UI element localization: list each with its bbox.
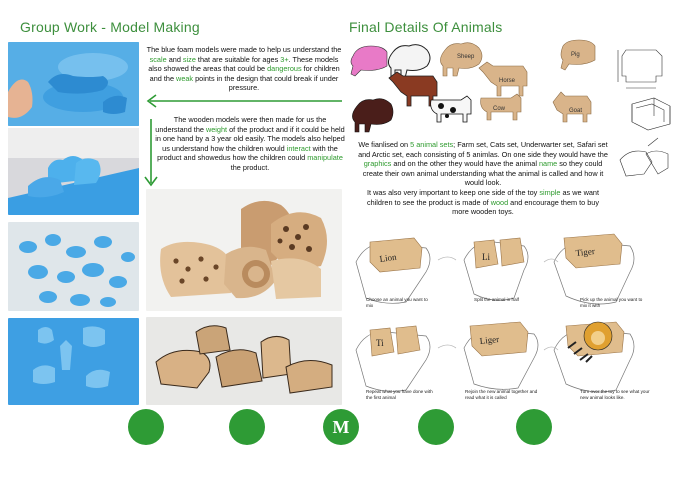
step-5-caption: Rejoin the new animal together and read what it is called <box>465 389 538 400</box>
technical-drawings <box>612 42 676 192</box>
pig-tag-icon <box>561 40 595 70</box>
toy-word-2: Li <box>482 252 490 262</box>
step-6-caption: Turn over the toy to see what your new animal looks like. <box>580 389 650 400</box>
cow-graphic-icon <box>431 96 471 122</box>
step-3-caption: Pick up the animal you want to mix it with <box>580 297 643 308</box>
footer-circle-4 <box>418 409 454 445</box>
wooden-model-photo-1 <box>146 189 342 311</box>
toy-word-4: Ti <box>376 338 384 348</box>
toy-word-1: Lion <box>378 251 398 264</box>
cow-tag-icon <box>481 94 521 120</box>
final-details-description: We fianlised on 5 animal sets; Farm set, Cats set, Underwarter set, Safari set and Arctic set, each consisting of 5 animlas. On one side they would have the graphics and on the other they would have the animal name so they could create their own animal understanding what the animal is called and how it would look. It was also very important to keep one side of the toy simple as we want children to see the product is made of wood and encourage them to buy more wooden toys. <box>358 140 608 217</box>
left-section-title: Group Work - Model Making <box>20 19 200 35</box>
wooden-model-photo-2 <box>146 317 342 405</box>
right-section-title: Final Details Of Animals <box>349 19 503 35</box>
farm-animal-set-graphics <box>349 38 604 133</box>
step-4-caption: Repeat what you have done with the first animal <box>366 389 433 400</box>
horse-tag-label: Horse <box>499 78 516 84</box>
footer-circle-1 <box>128 409 164 445</box>
goat-tag-label: Goat <box>569 108 583 114</box>
arrow-left-icon <box>144 94 344 108</box>
foam-model-photo-1 <box>8 42 139 126</box>
step-1-caption: Choose an animal you want to mix <box>366 297 428 308</box>
horse-graphic-icon <box>389 72 437 106</box>
cow-tag-label: Cow <box>493 106 506 112</box>
sheep-black-graphic-icon <box>352 99 393 132</box>
toy-word-3: Tiger <box>575 246 596 258</box>
goat-tag-icon <box>553 92 591 122</box>
arrow-down-icon <box>144 117 158 189</box>
pig-graphic-icon <box>351 46 387 76</box>
logo-mark: M <box>332 416 350 437</box>
sheep-tag-label: Sheep <box>457 54 475 60</box>
how-to-play-illustrations <box>354 222 654 402</box>
sheep-graphic-icon <box>388 45 430 78</box>
footer-circle-5 <box>516 409 552 445</box>
horse-tag-icon <box>479 62 527 96</box>
foam-models-description: The blue foam models were made to help us understand the scale and size that are suitable for ages 3+. These models also showed the areas that could be dangerous for children and the weak points in the design that could break if under pressure. <box>146 45 342 93</box>
foam-model-photo-3 <box>8 222 139 311</box>
wooden-models-description: The wooden models were then made for us the understand the weight of the product and if it could be held in one hand by a 3 year old easily. The models also helped us understand how the children would interact with the product and showedus how the children could manipulate the product. <box>155 115 345 172</box>
pig-tag-label: Pig <box>571 52 580 58</box>
sheep-tag-icon <box>440 43 482 76</box>
foam-model-photo-2 <box>8 128 139 215</box>
foam-model-photo-4 <box>8 318 139 405</box>
step-2-caption: Split the animal in half <box>474 297 519 302</box>
toy-word-5: Liger <box>479 334 500 346</box>
footer-circle-2 <box>229 409 265 445</box>
footer-logo <box>323 409 359 445</box>
